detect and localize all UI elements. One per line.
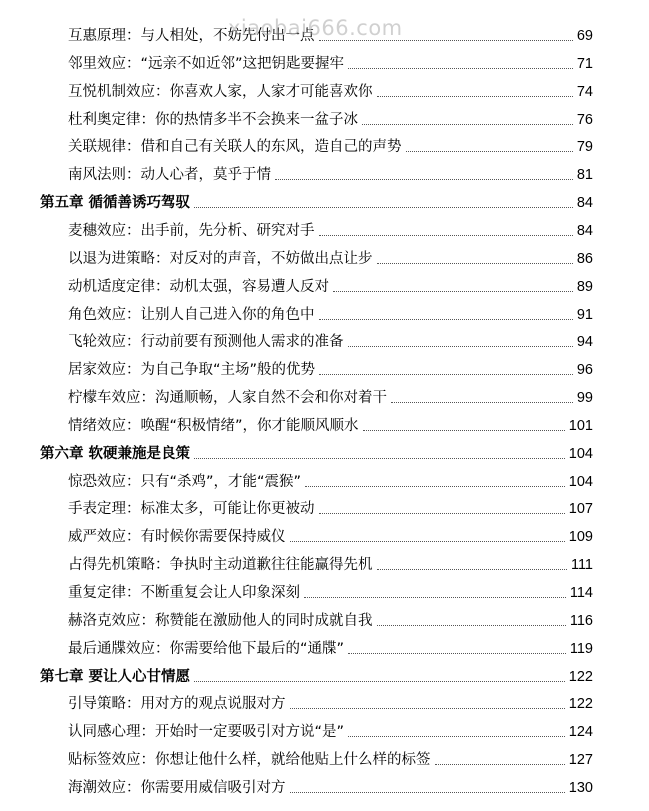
entry-title: 关联规律：借和自己有关联人的东风，造自己的声势 xyxy=(68,139,402,156)
dot-leader xyxy=(435,764,565,765)
toc-entry-row[interactable] xyxy=(0,101,649,129)
entry-title: 手表定理：标准太多，可能让你更被动 xyxy=(68,501,315,518)
toc-entry-row[interactable] xyxy=(0,407,649,435)
entry-title: 杜利奥定律：你的热情多半不会换来一盆子冰 xyxy=(68,111,358,128)
page-number: 86 xyxy=(576,250,593,267)
page-number: 116 xyxy=(569,612,593,629)
dot-leader xyxy=(377,625,566,626)
page-number: 122 xyxy=(568,696,593,713)
page-number: 119 xyxy=(569,640,593,657)
toc-entry-row[interactable] xyxy=(0,240,649,268)
dot-leader xyxy=(362,124,573,125)
page-number: 94 xyxy=(576,334,593,351)
entry-title: 海潮效应：你需要用威信吸引对方 xyxy=(68,779,286,796)
dot-leader xyxy=(348,346,573,347)
dot-leader xyxy=(406,151,573,152)
page-number: 127 xyxy=(568,752,593,769)
page-number: 84 xyxy=(576,195,593,212)
dot-leader xyxy=(290,708,565,709)
dot-leader xyxy=(391,402,573,403)
toc-entry-row[interactable] xyxy=(0,518,649,546)
toc-entry-row[interactable] xyxy=(0,630,649,658)
dot-leader xyxy=(348,736,565,737)
entry-title: 贴标签效应：你想让他什么样，就给他贴上什么样的标签 xyxy=(68,752,431,769)
page-number: 107 xyxy=(568,501,593,518)
entry-title: 互悦机制效应：你喜欢人家，人家才可能喜欢你 xyxy=(68,83,373,100)
dot-leader xyxy=(194,681,565,682)
toc-entry-row[interactable] xyxy=(0,379,649,407)
page-number: 71 xyxy=(576,55,593,72)
page-number: 130 xyxy=(568,779,593,796)
dot-leader xyxy=(377,263,573,264)
dot-leader xyxy=(290,792,565,793)
chapter-title: 第六章 软硬兼施是良策 xyxy=(40,444,191,462)
toc-entry-row[interactable] xyxy=(0,574,649,602)
entry-title: 引导策略：用对方的观点说服对方 xyxy=(68,696,286,713)
dot-leader xyxy=(319,319,573,320)
dot-leader xyxy=(290,541,565,542)
dot-leader xyxy=(319,374,573,375)
page-number: 81 xyxy=(576,167,593,184)
page-number: 101 xyxy=(568,417,593,434)
page-number: 74 xyxy=(576,83,593,100)
toc-entry-row[interactable] xyxy=(0,45,649,73)
entry-title: 互惠原理：与人相处，不妨先付出一点 xyxy=(68,28,315,44)
toc-entry-row[interactable] xyxy=(0,602,649,630)
dot-leader xyxy=(304,597,566,598)
entry-title: 惊恐效应：只有“杀鸡”，才能“震猴” xyxy=(68,473,302,490)
dot-leader xyxy=(348,68,573,69)
toc-entry-row[interactable] xyxy=(0,268,649,296)
page-number: 69 xyxy=(576,28,593,44)
page-number: 84 xyxy=(576,222,593,239)
chapter-title: 第七章 要让人心甘情愿 xyxy=(40,667,191,685)
toc-entry-row[interactable] xyxy=(0,546,649,574)
entry-title: 动机适度定律：动机太强，容易遭人反对 xyxy=(68,278,329,295)
entry-title: 居家效应：为自己争取“主场”般的优势 xyxy=(68,362,316,379)
dot-leader xyxy=(363,430,565,431)
watermark: xiaobai666.com xyxy=(228,16,403,40)
toc-entry-row[interactable] xyxy=(0,156,649,184)
entry-title: 柠檬车效应：沟通顺畅，人家自然不会和你对着干 xyxy=(68,390,387,407)
toc-entry-row[interactable] xyxy=(0,741,649,769)
entry-title: 最后通牒效应：你需要给他下最后的“通牒” xyxy=(68,640,345,657)
page-number: 89 xyxy=(576,278,593,295)
page-number: 76 xyxy=(576,111,593,128)
toc-entry-row[interactable] xyxy=(0,296,649,324)
dot-leader xyxy=(194,207,573,208)
page-number: 109 xyxy=(568,529,593,546)
page-number: 91 xyxy=(576,306,593,323)
entry-title: 占得先机策略：争执时主动道歉往往能赢得先机 xyxy=(68,557,373,574)
dot-leader xyxy=(377,96,573,97)
toc-entry-row[interactable] xyxy=(0,769,649,797)
dot-leader xyxy=(333,291,573,292)
page-number: 114 xyxy=(569,585,593,601)
toc-entry-row[interactable] xyxy=(0,713,649,741)
page-number: 124 xyxy=(568,724,593,741)
page-number: 96 xyxy=(576,362,593,379)
toc-entry-row[interactable] xyxy=(0,490,649,518)
toc-entry-row[interactable] xyxy=(0,17,649,45)
page-number: 104 xyxy=(568,473,593,490)
page-number: 111 xyxy=(570,557,593,574)
toc-entry-row[interactable] xyxy=(0,323,649,351)
entry-title: 认同感心理：开始时一定要吸引对方说“是” xyxy=(68,724,345,741)
dot-leader xyxy=(348,653,566,654)
entry-title: 以退为进策略：对反对的声音，不妨做出点让步 xyxy=(68,250,373,267)
dot-leader xyxy=(319,40,573,41)
page-number: 99 xyxy=(576,390,593,407)
entry-title: 威严效应：有时候你需要保持威仪 xyxy=(68,529,286,546)
entry-title: 邻里效应：“远亲不如近邻”这把钥匙要握牢 xyxy=(68,55,345,72)
entry-title: 赫洛克效应：称赞能在激励他人的同时成就自我 xyxy=(68,612,373,629)
entry-title: 南风法则：动人心者，莫乎于情 xyxy=(68,167,271,184)
entry-title: 飞轮效应：行动前要有预测他人需求的准备 xyxy=(68,334,344,351)
page-number: 79 xyxy=(576,139,593,156)
toc-chapter-row[interactable] xyxy=(0,184,649,212)
toc-entry-row[interactable] xyxy=(0,128,649,156)
dot-leader xyxy=(194,458,565,459)
toc-chapter-row[interactable] xyxy=(0,658,649,686)
toc-entry-row[interactable] xyxy=(0,351,649,379)
dot-leader xyxy=(305,486,565,487)
page-number: 104 xyxy=(568,445,593,462)
entry-title: 情绪效应：唤醒“积极情绪”，你才能顺风顺水 xyxy=(68,417,359,434)
entry-title: 麦穗效应：出手前，先分析、研究对手 xyxy=(68,222,315,239)
toc-entry-row[interactable] xyxy=(0,73,649,101)
toc-chapter-row[interactable] xyxy=(0,435,649,463)
chapter-title: 第五章 循循善诱巧驾驭 xyxy=(40,194,191,212)
dot-leader xyxy=(319,235,573,236)
toc-entry-row[interactable] xyxy=(0,685,649,713)
dot-leader xyxy=(377,569,567,570)
toc-entry-row[interactable] xyxy=(0,212,649,240)
dot-leader xyxy=(275,179,573,180)
entry-title: 重复定律：不断重复会让人印象深刻 xyxy=(68,585,300,601)
page-number: 122 xyxy=(568,668,593,685)
entry-title: 角色效应：让别人自己进入你的角色中 xyxy=(68,306,315,323)
toc-entry-row[interactable] xyxy=(0,463,649,491)
dot-leader xyxy=(319,513,565,514)
